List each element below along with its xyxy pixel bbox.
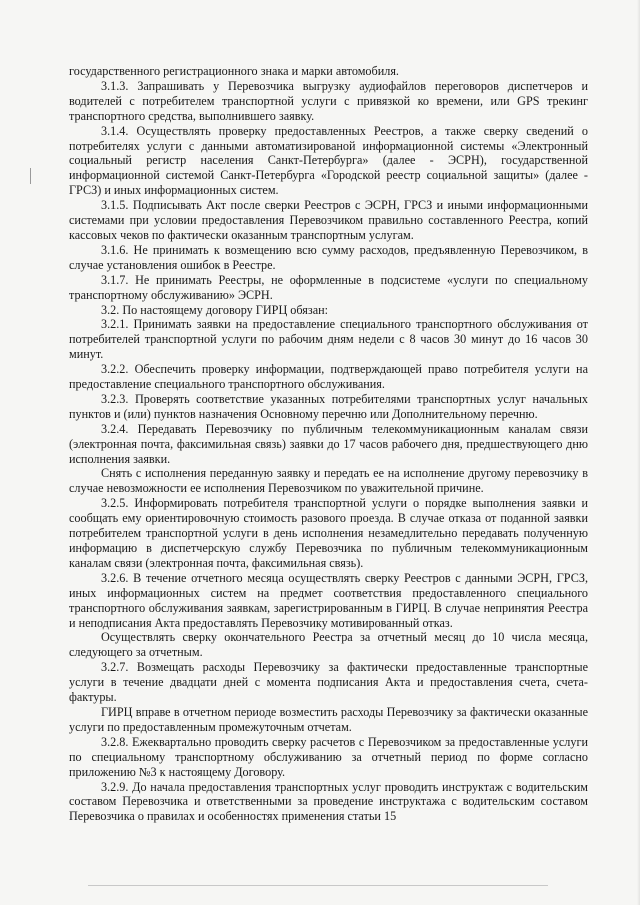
paragraph: 3.2.9. До начала предоставления транспортных услуг проводить инструктаж с водительским составом Перевозчика и ответственными за проведение инструктажа с водительским составом Перевозчика о правилах и особенностях применения статьи 15 xyxy=(69,779,588,824)
paragraph: 3.1.6. Не принимать к возмещению всю сумму расходов, предъявленную Перевозчиком, в случае установления ошибок в Реестре. xyxy=(69,242,588,272)
paragraph: 3.2.8. Ежеквартально проводить сверку расчетов с Перевозчиком за предоставленные услуги по специальному транспортному обслуживанию за отчетный период по форме согласно приложению №3 к настоящему Договору. xyxy=(69,734,588,779)
paragraph: 3.1.3. Запрашивать у Перевозчика выгрузку аудиофайлов переговоров диспетчеров и водителей с потребителем транспортной услуги с привязкой ко времени, или GPS трекинг транспортного средства, выполнившего заявку. xyxy=(69,78,588,123)
paragraph: 3.2.1. Принимать заявки на предоставление специального транспортного обслуживания от потребителей транспортной услуги по рабочим дням недели с 8 часов 30 минут до 16 часов 30 минут. xyxy=(69,317,588,362)
paragraph: Снять с исполнения переданную заявку и передать ее на исполнение другому перевозчику в случае невозможности ее исполнения Перевозчиком по уважительной причине. xyxy=(69,466,588,496)
paragraph: 3.2.5. Информировать потребителя транспортной услуги о порядке выполнения заявки и сообщать ему ориентировочную стоимость разового проезда. В случае отказа от поданной заявки потребителем транспортной услуги в день исполнения незамедлительно передавать полученную информацию в диспетчерскую службу Перевозчика по публичным телекоммуникационным каналам связи (электронная почта, факсимильная связь). xyxy=(69,496,588,570)
paragraph: 3.2. По настоящему договору ГИРЦ обязан: xyxy=(101,302,329,317)
page-bottom-rule xyxy=(88,885,548,886)
paragraph: Осуществлять сверку окончательного Реестра за отчетный месяц до 10 числа месяца, следующего за отчетным. xyxy=(69,630,588,660)
paragraph: 3.2.4. Передавать Перевозчику по публичным телекоммуникационным каналам связи (электронная почта, факсимильная связь) заявки до 17 часов рабочего дня, предшествующего дню исполнения заявки. xyxy=(69,421,588,466)
paragraph: 3.1.4. Осуществлять проверку предоставленных Реестров, а также сверку сведений о потребителях услуги с данными автоматизированой информационной системы «Электронный социальный регистр населения Санкт-Петербурга» (далее - ЭСРН), государственной информационной системой Санкт-Петербурга «Городской реестр социальной защиты» (далее - ГРСЗ) и иных информационных систем. xyxy=(69,123,588,198)
paragraph: 3.2.7. Возмещать расходы Перевозчику за фактически предоставленные транспортные услуги в течение двадцати дней с момента подписания Акта и предоставления счета, счета-фактуры. xyxy=(69,660,588,705)
paragraph: ГИРЦ вправе в отчетном периоде возместить расходы Перевозчику за фактически оказанные услуги по предоставленным промежуточным отчетам. xyxy=(69,704,588,734)
paragraph: 3.1.5. Подписывать Акт после сверки Реестров с ЭСРН, ГРСЗ и иными информационными системами при условии предоставления Перевозчиком правильно составленного Реестра, копий кассовых чеков по фактически оказанным транспортным услугам. xyxy=(69,198,588,242)
paragraph: 3.2.3. Проверять соответствие указанных потребителями транспортных услуг начальных пунктов и (или) пунктов назначения Основному перечню или Дополнительному перечню. xyxy=(69,391,588,421)
paragraph: государственного регистрационного знака и марки автомобиля. xyxy=(69,64,399,78)
document-body xyxy=(69,64,588,824)
margin-mark xyxy=(30,168,31,184)
paragraph: 3.2.2. Обеспечить проверку информации, подтверждающей право потребителя услуги на предоставление специального транспортного обслуживания. xyxy=(69,362,588,392)
paragraph: 3.2.6. В течение отчетного месяца осуществлять сверку Реестров с данными ЭСРН, ГРСЗ, иных информационных систем на предмет соответствия предоставленного специального транспортного обслуживания заявкам, зарегистрированным в ГИРЦ. В случае непринятия Реестра и неподписания Акта предоставлять Перевозчику мотивированный отказ. xyxy=(69,570,588,630)
paragraph: 3.1.7. Не принимать Реестры, не оформленные в подсистеме «услуги по специальному транспортному обслуживанию» ЭСРН. xyxy=(69,272,588,302)
